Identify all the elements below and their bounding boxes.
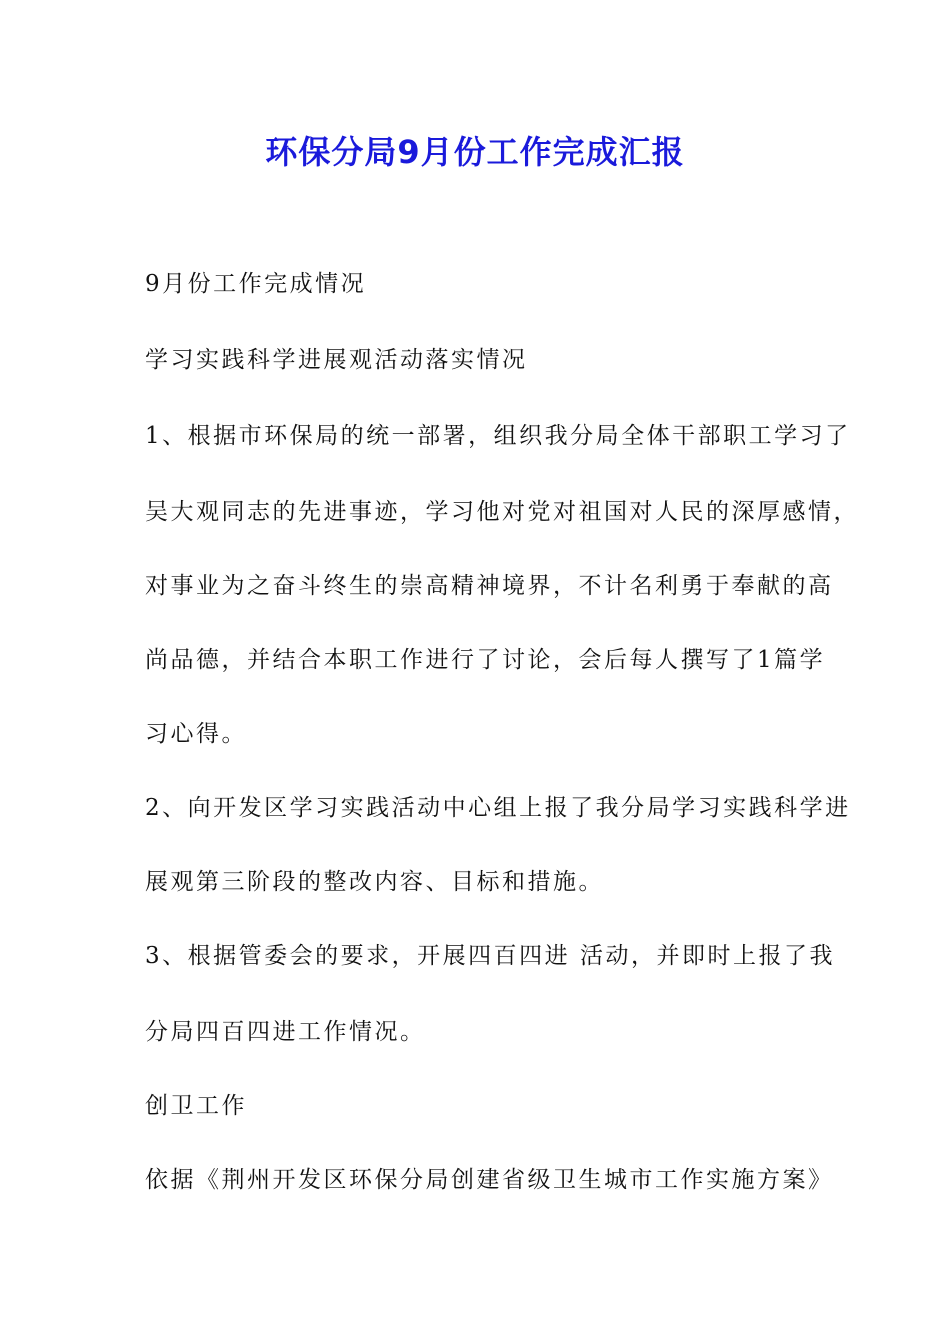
paragraph-line: 吴大观同志的先进事迹，学习他对党对祖国对人民的深厚感情， [145, 499, 859, 525]
paragraph-line: 尚品德，并结合本职工作进行了讨论，会后每人撰写了1篇学 [145, 647, 826, 673]
paragraph-line: 对事业为之奋斗终生的崇高精神境界，不计名利勇于奉献的高 [145, 573, 834, 599]
paragraph-line: 1、根据市环保局的统一部署，组织我分局全体干部职工学习了 [145, 423, 851, 449]
paragraph-line: 依据《荆州开发区环保分局创建省级卫生城市工作实施方案》 [145, 1167, 834, 1193]
paragraph-line: 展观第三阶段的整改内容、目标和措施。 [145, 869, 604, 895]
section-heading-study-practice: 学习实践科学进展观活动落实情况 [145, 347, 528, 373]
section-heading-september-work: 9月份工作完成情况 [145, 271, 367, 297]
document-title: 环保分局9月份工作完成汇报 [265, 133, 685, 171]
section-heading-create-health-city: 创卫工作 [145, 1093, 247, 1119]
paragraph-line: 分局四百四进工作情况。 [145, 1019, 426, 1045]
paragraph-line: 3、根据管委会的要求，开展四百四进 活动，并即时上报了我 [145, 943, 835, 969]
paragraph-line: 习心得。 [145, 721, 247, 747]
paragraph-line: 2、向开发区学习实践活动中心组上报了我分局学习实践科学进 [145, 795, 851, 821]
